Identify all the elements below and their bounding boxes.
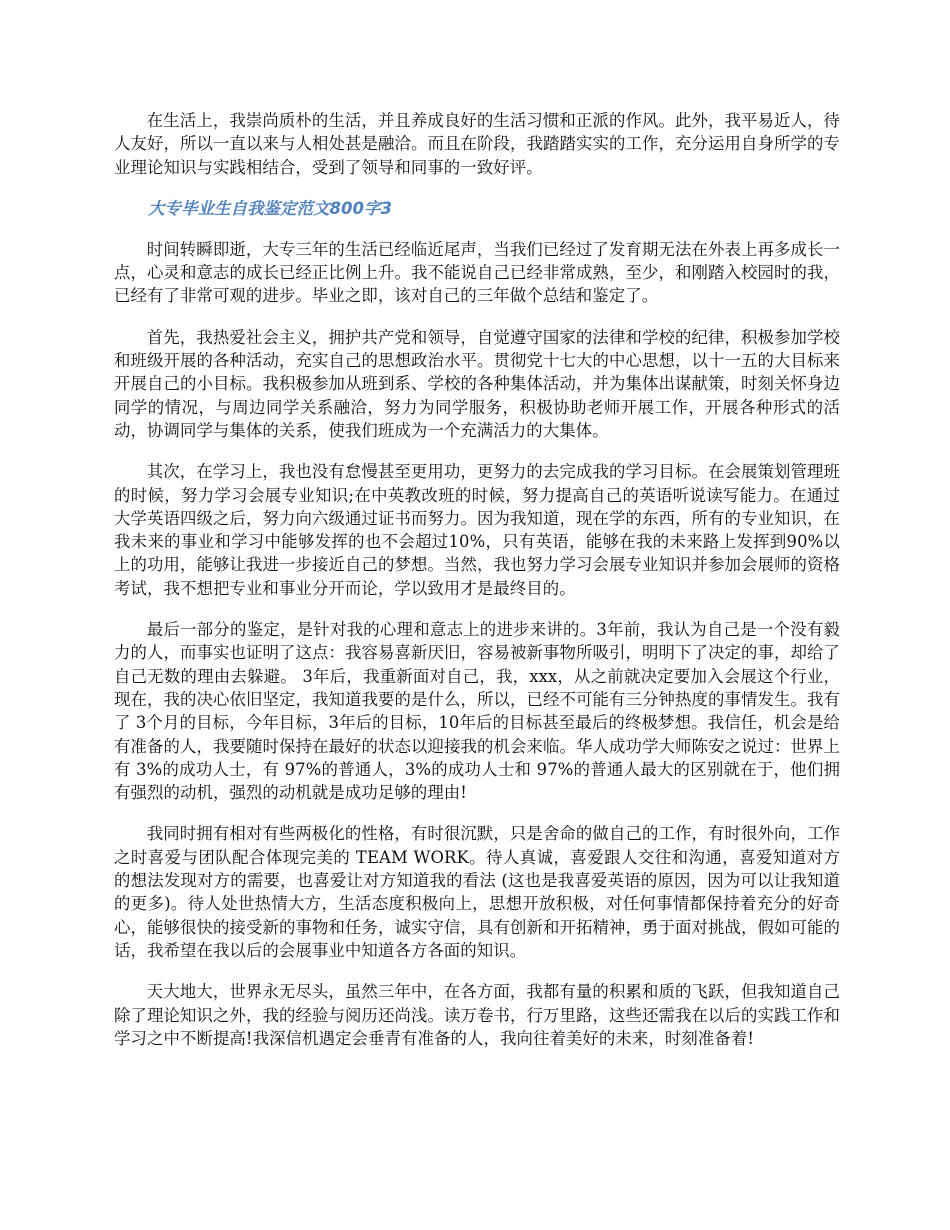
section-heading: 大专毕业生自我鉴定范文800字3 [148,198,392,218]
paragraph-politics: 首先，我热爱社会主义，拥护共产党和领导，自觉遵守国家的法律和学校的纪律，积极参加学校和班级开展的各种活动，充实自己的思想政治水平。贯彻党十七大的中心思想，以十一五的大目标来开展自己的小目标。我积极参加从班到系、学校的各种集体活动，并为集体出谋献策，时刻关怀身边同学的情况，与周边同学关系融洽，努力为同学服务，积极协助老师开展工作，开展各种形式的活动，协调同学与集体的关系，使我们班成为一个充满活力的大集体。 [114,327,840,440]
document-page [114,109,840,1068]
paragraph-personality: 我同时拥有相对有些两极化的性格，有时很沉默，只是舍命的做自己的工作，有时很外向，工作之时喜爱与团队配合体现完美的 TEAM WORK。待人真诚，喜爱跟人交往和沟通，喜爱知道对方的想法发现对方的需要，也喜爱让对方知道我的看法 (这也是我喜爱英语的原因，因为可以让我知道的更多)。待人处世热情大方，生活态度积极向上，思想开放积极，对任何事情都保持着充分的好奇心，能够很快的接受新的事物和任务，诚实守信，具有创新和开拓精神，勇于面对挑战，假如可能的话，我希望在我以后的会展事业中知道各方各面的知识。 [114,824,840,960]
paragraph-conclusion: 天大地大，世界永无尽头，虽然三年中，在各方面，我都有量的积累和质的飞跃，但我知道自己除了理论知识之外，我的经验与阅历还尚浅。读万卷书，行万里路，这些还需我在以后的实践工作和学习之中不断提高!我深信机遇定会垂青有准备的人，我向往着美好的未来，时刻准备着! [114,982,840,1048]
paragraph-mind: 最后一部分的鉴定，是针对我的心理和意志上的进步来讲的。3年前，我认为自己是一个没有毅力的人，而事实也证明了这点：我容易喜新厌旧，容易被新事物所吸引，明明下了决定的事，却给了自己无数的理由去躲避。 3年后，我重新面对自己，我，xxx，从之前就决定要加入会展这个行业，现在，我的决心依旧坚定，我知道我要的是什么，所以，已经不可能有三分钟热度的事情发生。我有了 3个月的目标，今年目标，3年后的目标，10年后的目标甚至最后的终极梦想。我信任，机会是给有准备的人，我要随时保持在最好的状态以迎接我的机会来临。华人成功学大师陈安之说过：世界上有 3%的成功人士，有 97%的普通人，3%的成功人士和 97%的普通人最大的区别就在于，他们拥有强烈的动机，强烈的动机就是成功足够的理由! [114,620,840,803]
paragraph-study: 其次，在学习上，我也没有怠慢甚至更用功，更努力的去完成我的学习目标。在会展策划管理班的时候，努力学习会展专业知识;在中英教改班的时候，努力提高自己的英语听说读写能力。在通过大学英语四级之后，努力向六级通过证书而努力。因为我知道，现在学的东西，所有的专业知识，在我未来的事业和学习中能够发挥的也不会超过10%，只有英语，能够在我的未来路上发挥到90%以上的功用，能够让我进一步接近自己的梦想。当然，我也努力学习会展专业知识并参加会展师的资格考试，我不想把专业和事业分开而论，学以致用才是最终目的。 [114,462,840,598]
paragraph-intro: 时间转瞬即逝，大专三年的生活已经临近尾声，当我们已经过了发育期无法在外表上再多成长一点，心灵和意志的成长已经正比例上升。我不能说自己已经非常成熟，至少，和刚踏入校园时的我，已经有了非常可观的进步。毕业之即，该对自己的三年做个总结和鉴定了。 [114,239,840,306]
paragraph-life: 在生活上，我崇尚质朴的生活，并且养成良好的生活习惯和正派的作风。此外，我平易近人，待人友好，所以一直以来与人相处甚是融洽。而且在阶段，我踏踏实实的工作，充分运用自身所学的专业理论知识与实践相结合，受到了领导和同事的一致好评。 [114,111,840,177]
